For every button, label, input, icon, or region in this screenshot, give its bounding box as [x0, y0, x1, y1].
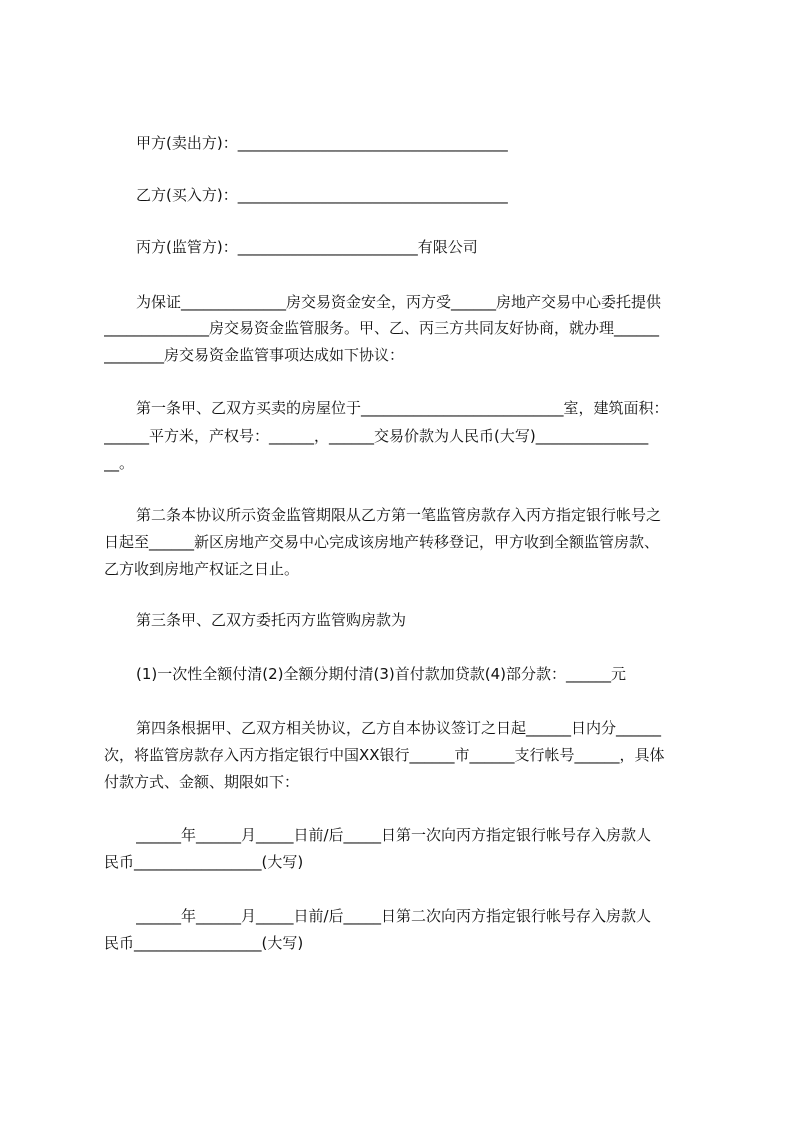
payment-1-line-2: 民币_________________(大写)	[104, 853, 304, 871]
article3-options: (1)一次性全额付清(2)全额分期付清(3)首付款加贷款(4)部分款：______元	[136, 665, 626, 683]
party-supervisor: 丙方(监管方)：________________________有限公司	[136, 238, 478, 256]
party-buyer: 乙方(买入方)：____________________________________	[136, 186, 508, 204]
payment-2-line-2: 民币_________________(大写)	[104, 934, 304, 952]
article3-title: 第三条甲、乙双方委托丙方监管购房款为	[136, 611, 407, 629]
preamble-line-1: 为保证______________房交易资金安全，丙方受______房地产交易中心委托提供	[136, 293, 662, 311]
article2-line-1: 第二条本协议所示资金监管期限从乙方第一笔监管房款存入丙方指定银行帐号之	[136, 506, 662, 524]
preamble-line-3: ________房交易资金监管事项达成如下协议：	[104, 346, 405, 364]
party-seller: 甲方(卖出方)：____________________________________	[136, 134, 508, 152]
article4-line-1: 第四条根据甲、乙双方相关协议，乙方自本协议签订之日起______日内分______	[136, 719, 662, 737]
payment-2-line-1: ______年______月_____日前/后_____日第二次向丙方指定银行帐号存入房款人	[136, 907, 652, 925]
payment-1-line-1: ______年______月_____日前/后_____日第一次向丙方指定银行帐号存入房款人	[136, 826, 652, 844]
article1-line-1: 第一条甲、乙双方买卖的房屋位于___________________________室，建筑面积：	[136, 399, 669, 417]
article1-line-2: ______平方米，产权号：______，______交易价款为人民币(大写)_______________	[104, 427, 649, 445]
article4-line-2: 次，将监管房款存入丙方指定银行中国XX银行______市______支行帐号______，具体	[104, 746, 665, 764]
article1-line-3: __。	[104, 454, 135, 472]
article2-line-3: 乙方收到房地产权证之日止。	[104, 560, 300, 578]
article4-line-3: 付款方式、金额、期限如下：	[104, 773, 300, 791]
preamble-line-2: ______________房交易资金监管服务。甲、乙、丙三方共同友好协商，就办理______	[104, 319, 660, 337]
article2-line-2: 日起至______新区房地产交易中心完成该房地产转移登记，甲方收到全额监管房款、	[104, 533, 660, 551]
